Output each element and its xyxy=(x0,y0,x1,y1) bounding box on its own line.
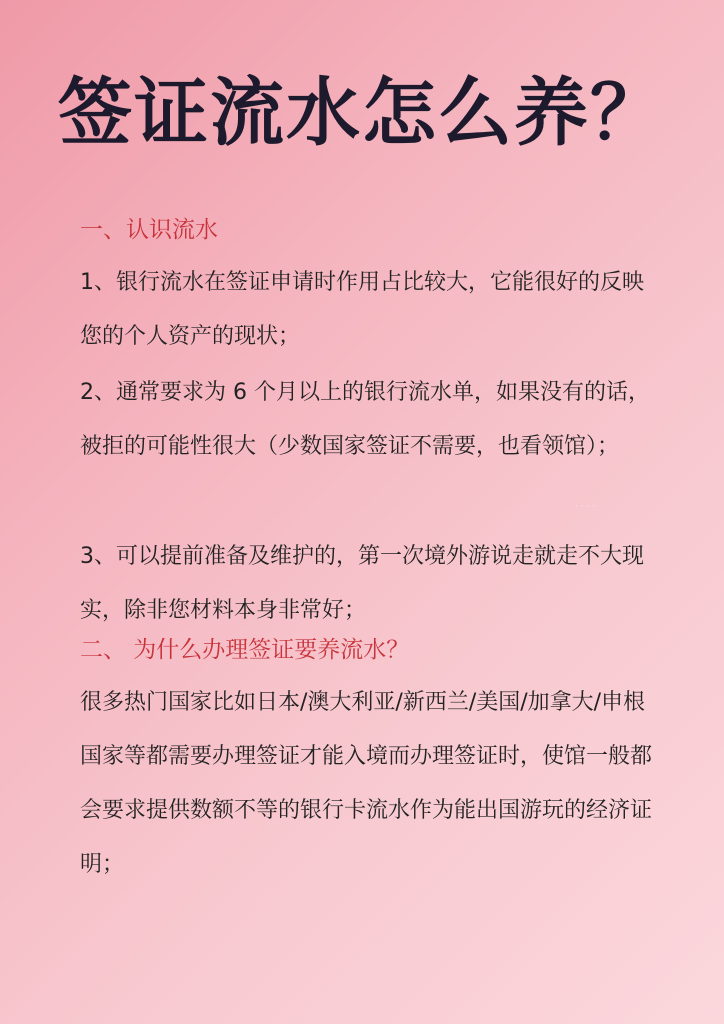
section-1-item-1: 1、银行流水在签证申请时作用占比较大，它能很好的反映您的个人资产的现状； xyxy=(80,270,644,349)
section-2-paragraph: 很多热门国家比如日本/澳大利亚/新西兰/美国/加拿大/申根国家等都需要办理签证才能入境而办理签证时，使馆一般都会要求提供数额不等的银行卡流水作为能出国游玩的经济证明； xyxy=(80,690,653,877)
section-2-heading: 二、 为什么办理签证要养流水？ xyxy=(80,637,410,663)
section-1-heading: 一、认识流水 xyxy=(80,217,218,243)
section-1-item-3: 3、可以提前准备及维护的，第一次境外游说走就走不大现实，除非您材料本身非常好； xyxy=(80,544,644,623)
page-title: 签证流水怎么养？ xyxy=(58,70,666,156)
section-1-item-2: 2、通常要求为 6 个月以上的银行流水单，如果没有的话，被拒的可能性很大（少数国家签证不需要，也看领馆）； xyxy=(80,380,650,459)
watermark: · · · · xyxy=(575,502,596,512)
